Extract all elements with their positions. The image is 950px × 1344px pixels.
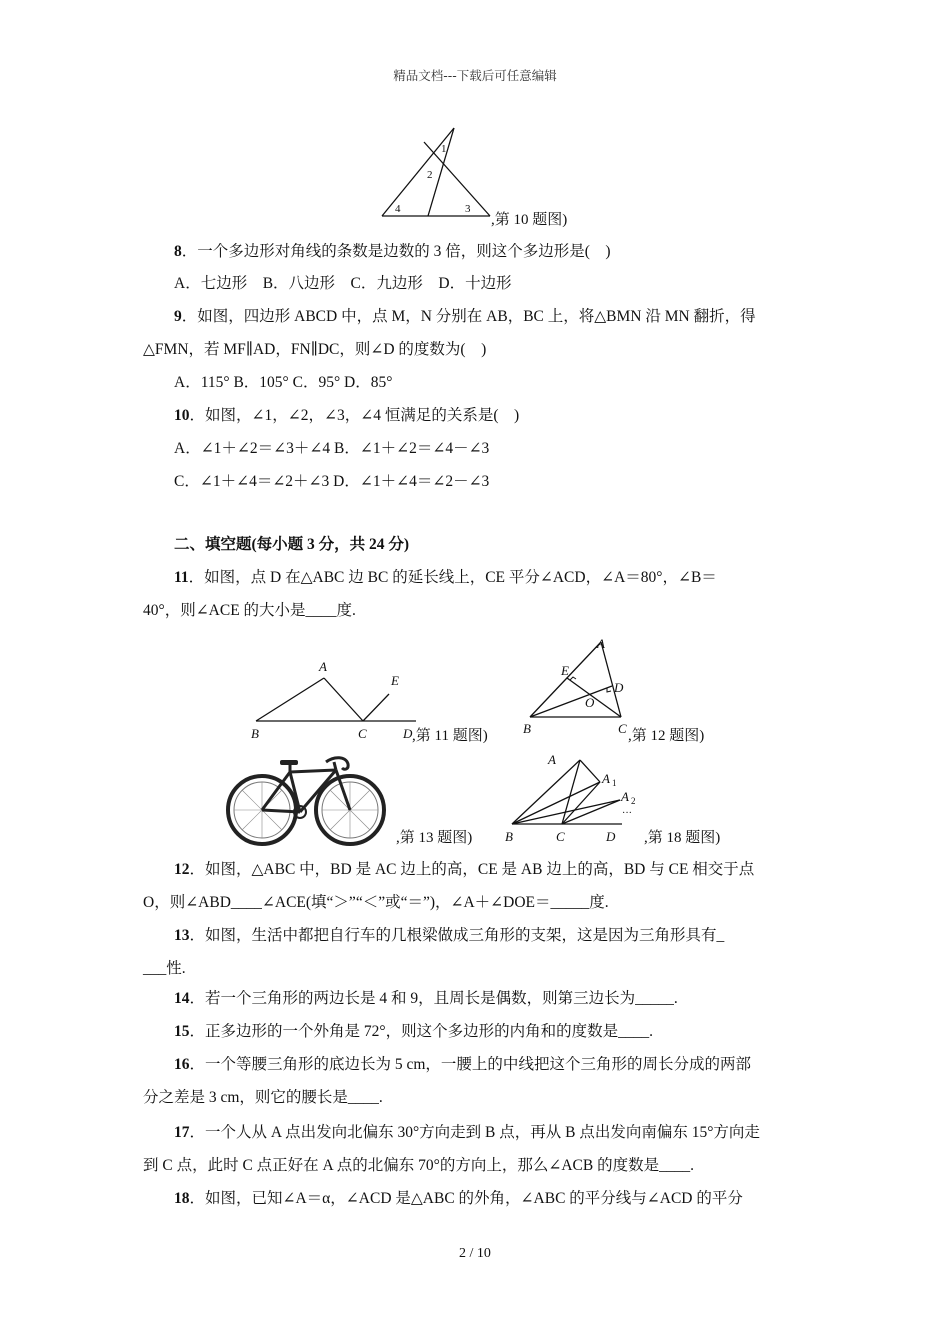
question-12: 12．如图，△ABC 中，BD 是 AC 边上的高，CE 是 AB 边上的高，BD 与 CE 相交于点 (174, 861, 755, 878)
figure-13-bicycle (222, 752, 392, 846)
label-d: D (606, 829, 616, 844)
label-e: E (561, 663, 569, 678)
question-17: 17．一个人从 A 点出发向北偏东 30°方向走到 B 点，再从 B 点出发向南偏东 15°方向走 (174, 1124, 760, 1141)
question-9-options: A．115° B．105° C．95° D．85° (174, 374, 393, 391)
question-10: 10．如图，∠1，∠2，∠3，∠4 恒满足的关系是( ) (174, 407, 520, 424)
figure-18 (502, 750, 652, 846)
question-17-line2: 到 C 点，此时 C 点正好在 A 点的北偏东 70°的方向上，那么∠ACB 的度数是____. (143, 1157, 694, 1174)
page-header: 精品文档---下载后可任意编辑 (393, 68, 557, 83)
label-1: 1 (441, 143, 447, 155)
label-c: C (618, 721, 627, 736)
figure-18-caption: ,第 18 题图) (644, 830, 721, 846)
label-o: O (585, 695, 595, 710)
label-d: D (614, 680, 624, 695)
question-18: 18．如图，已知∠A＝α，∠ACD 是△ABC 的外角，∠ABC 的平分线与∠ACD 的平分 (174, 1190, 743, 1207)
label-c: C (556, 829, 565, 844)
label-3: 3 (465, 203, 471, 215)
question-14: 14．若一个三角形的两边长是 4 和 9，且周长是偶数，则第三边长为_____. (174, 990, 678, 1007)
question-10-options-2: C．∠1＋∠4＝∠2＋∠3 D．∠1＋∠4＝∠2－∠3 (174, 473, 490, 490)
question-8: 8．一个多边形对角线的条数是边数的 3 倍，则这个多边形是( ) (174, 243, 611, 260)
question-10-options-1: A．∠1＋∠2＝∠3＋∠4 B．∠1＋∠2＝∠4－∠3 (174, 440, 490, 457)
label-a: A (597, 636, 605, 651)
question-11: 11．如图，点 D 在△ABC 边 BC 的延长线上，CE 平分∠ACD，∠A＝80°，∠B＝ (174, 569, 717, 586)
label-2: 2 (427, 169, 433, 181)
figure-11-caption: ,第 11 题图) (412, 728, 488, 744)
question-12-line2: O，则∠ABD____∠ACE(填“＞”“＜”或“＝”)，∠A＋∠DOE＝_____度. (143, 894, 609, 911)
label-ellipsis: ··· (622, 808, 632, 819)
label-a1: A (602, 771, 610, 786)
question-9-line2: △FMN，若 MF∥AD，FN∥DC，则∠D 的度数为( ) (143, 341, 487, 358)
page-number: 2 / 10 (459, 1246, 491, 1261)
label-a: A (319, 659, 327, 674)
figure-10-caption: ,第 10 题图) (491, 212, 568, 228)
label-e: E (391, 673, 399, 688)
figure-11 (246, 656, 426, 746)
question-13-line2: ___性. (143, 960, 186, 977)
question-8-options: A．七边形 B．八边形 C．九边形 D．十边形 (174, 275, 512, 292)
label-a1-sub: 1 (612, 778, 617, 788)
label-d: D (403, 726, 413, 741)
label-a2: A (621, 789, 629, 804)
figure-12 (518, 634, 638, 744)
question-16-line2: 分之差是 3 cm，则它的腰长是____. (143, 1089, 383, 1106)
label-a: A (548, 752, 556, 767)
label-4: 4 (395, 203, 401, 215)
label-b: B (505, 829, 513, 844)
label-c: C (358, 726, 367, 741)
label-b: B (523, 721, 531, 736)
figure-13-caption: ,第 13 题图) (396, 830, 473, 846)
question-16: 16．一个等腰三角形的底边长为 5 cm，一腰上的中线把这个三角形的周长分成的两部 (174, 1056, 751, 1073)
figure-12-caption: ,第 12 题图) (628, 728, 705, 744)
label-b: B (251, 726, 259, 741)
question-9: 9．如图，四边形 ABCD 中，点 M，N 分别在 AB，BC 上，将△BMN 沿 MN 翻折，得 (174, 308, 756, 325)
question-11-line2: 40°，则∠ACE 的大小是____度. (143, 602, 356, 619)
section-title: 二、填空题(每小题 3 分，共 24 分) (174, 536, 410, 553)
figure-10 (378, 122, 498, 222)
question-15: 15．正多边形的一个外角是 72°，则这个多边形的内角和的度数是____. (174, 1023, 653, 1040)
label-a2-sub: 2 (631, 796, 636, 806)
question-13: 13．如图，生活中都把自行车的几根梁做成三角形的支架，这是因为三角形具有_ (174, 927, 725, 944)
